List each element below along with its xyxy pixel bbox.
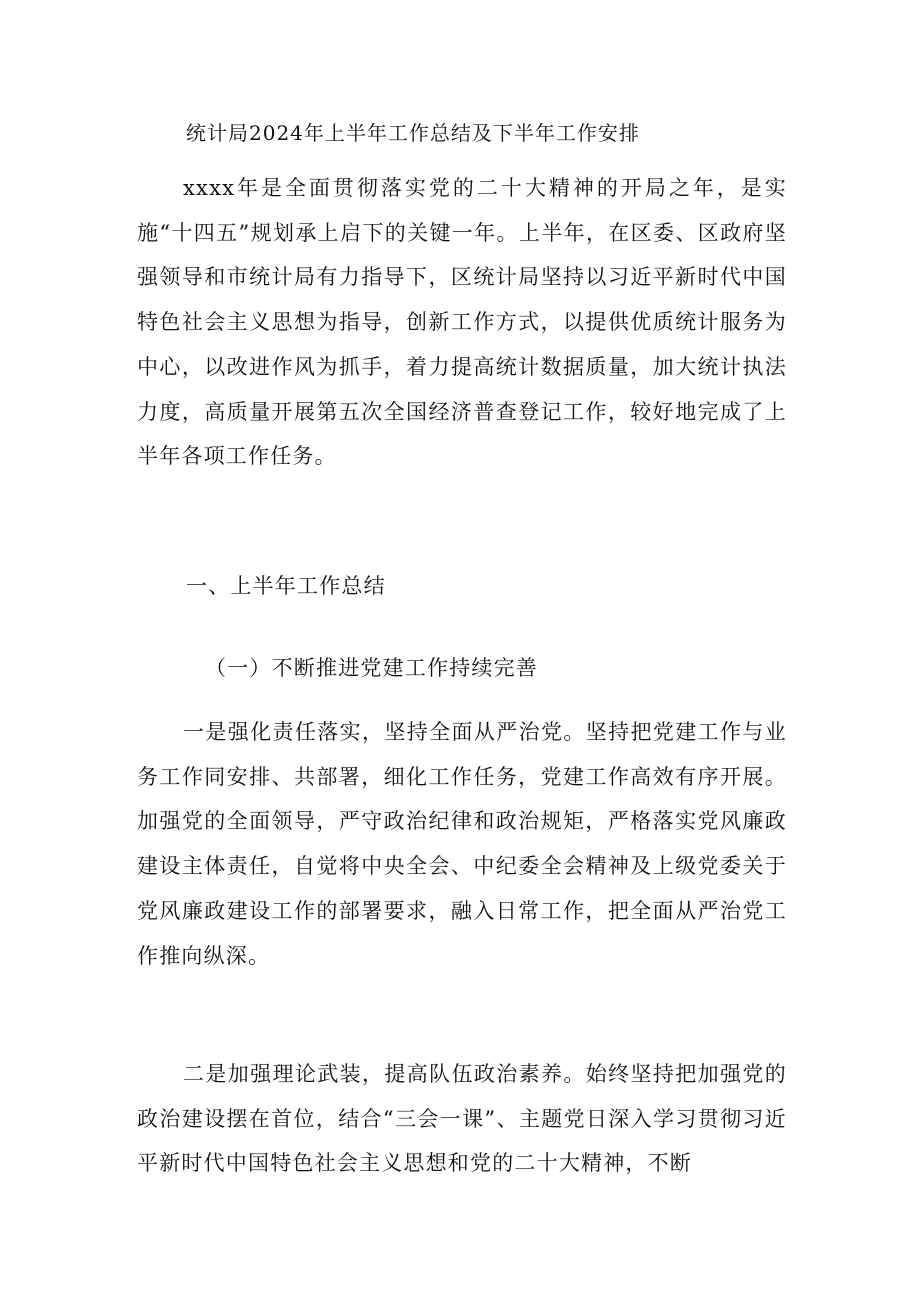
subsection-heading: （一）不断推进党建工作持续完善 <box>205 656 538 680</box>
section-heading: 一、上半年工作总结 <box>186 574 386 598</box>
document-title: 统计局2024年上半年工作总结及下半年工作安排 <box>186 121 640 145</box>
intro-paragraph: xxxx年是全面贯彻落实党的二十大精神的开局之年，是实施“十四五”规划承上启下的关键一年。上半年，在区委、区政府坚强领导和市统计局有力指导下，区统计局坚持以习近平新时代中国特色社会主义思想为指导，创新工作方式，以提供优质统计服务为中心，以改进作风为抓手，着力提高统计数据质量，加大统计执法力度，高质量开展第五次全国经济普查登记工作，较好地完成了上半年各项工作任务。 <box>137 176 787 469</box>
body-paragraph-2: 二是加强理论武装，提高队伍政治素养。始终坚持把加强党的政治建设摆在首位，结合“三会一课”、主题党日深入学习贯彻习近平新时代中国特色社会主义思想和党的二十大精神，不断 <box>137 1062 787 1176</box>
body-paragraph-1: 一是强化责任落实，坚持全面从严治党。坚持把党建工作与业务工作同安排、共部署，细化工作任务，党建工作高效有序开展。加强党的全面领导，严守政治纪律和政治规矩，严格落实党风廉政建设主体责任，自觉将中央全会、中纪委全会精神及上级党委关于党风廉政建设工作的部署要求，融入日常工作，把全面从严治党工作推向纵深。 <box>137 720 787 968</box>
